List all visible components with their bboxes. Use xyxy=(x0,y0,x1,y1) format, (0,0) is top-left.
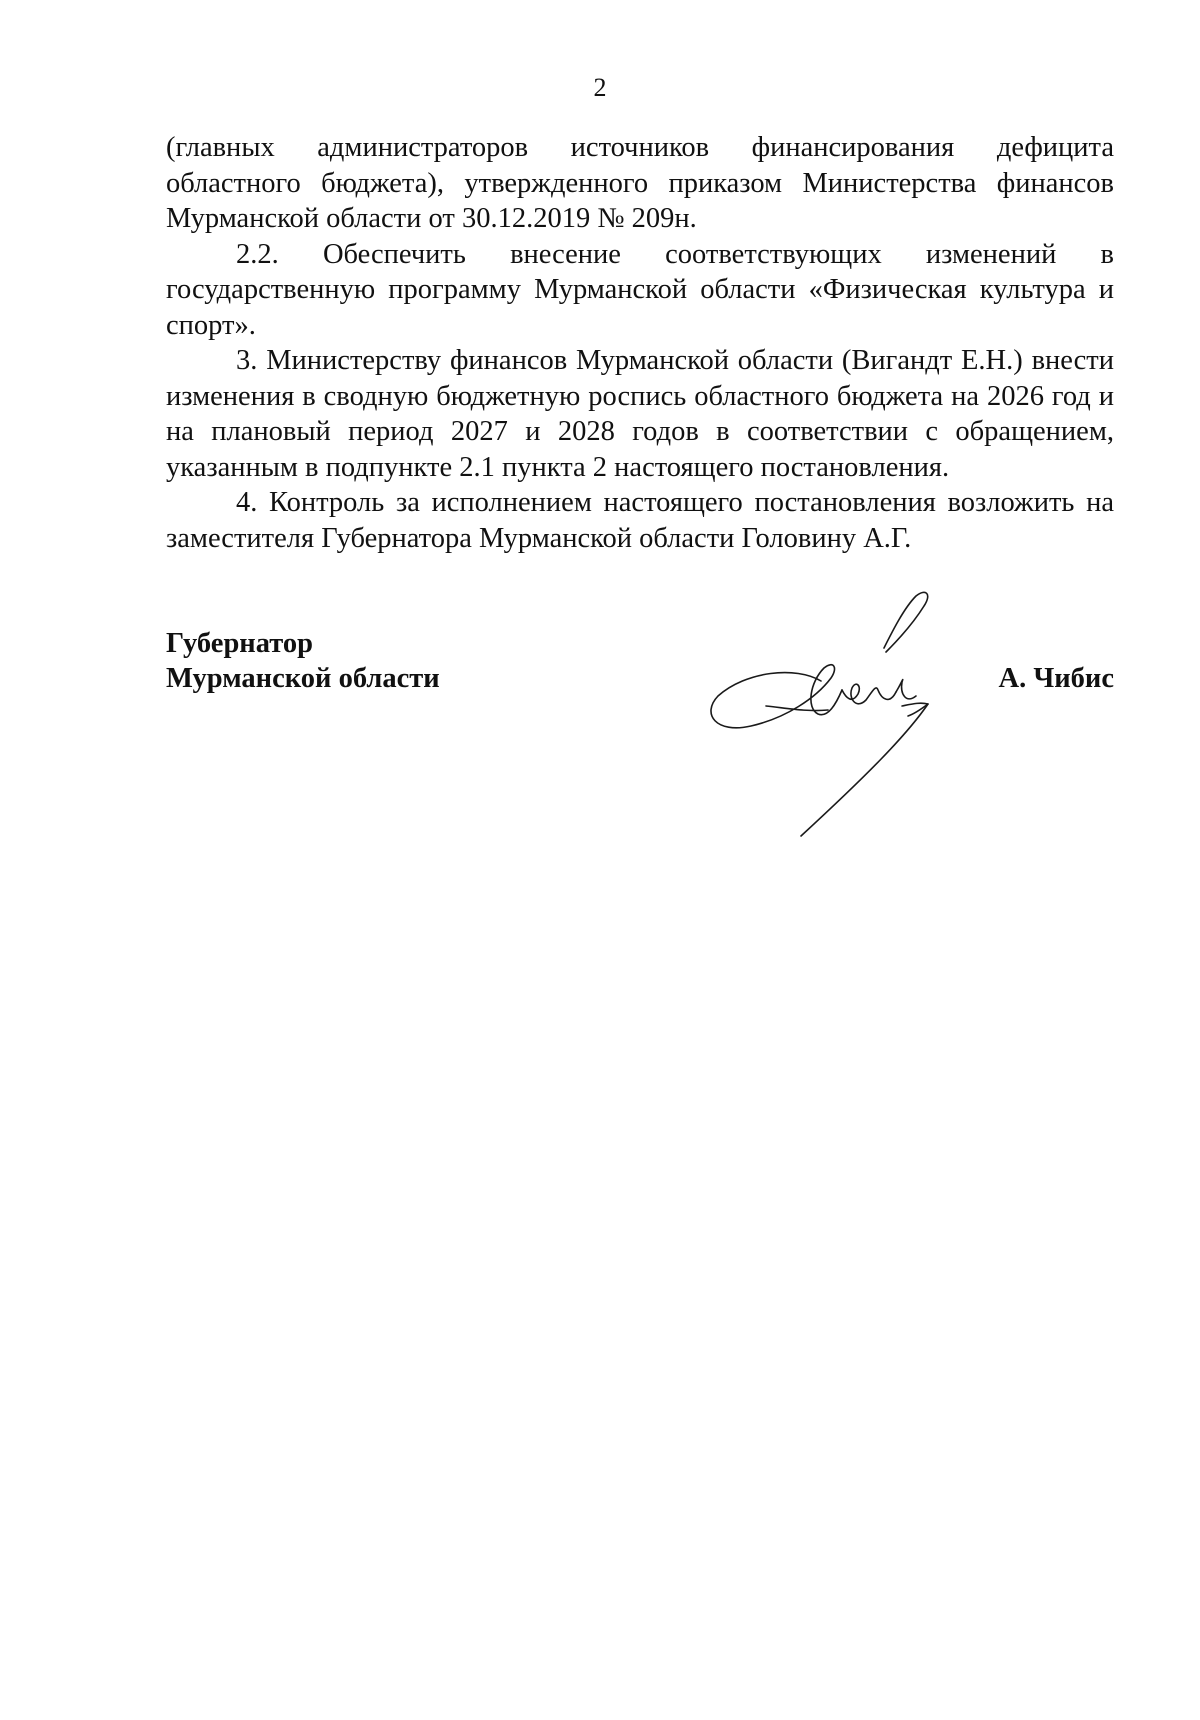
signatory-position xyxy=(166,626,440,696)
page-number: 2 xyxy=(593,73,607,102)
signatory-name: А. Чибис xyxy=(998,663,1114,694)
handwritten-signature xyxy=(706,586,956,846)
paragraph-continuation: (главных администраторов источников финансирования дефицита областного бюджета), утвержденного приказом Министерства финансов Мурманской области от 30.12.2019 № 209н. xyxy=(166,132,1114,234)
signature-block xyxy=(166,626,1114,866)
paragraph-item-3: 3. Министерству финансов Мурманской области (Вигандт Е.Н.) внести изменения в сводную бюджетную роспись областного бюджета на 2026 год и на плановый период 2027 и 2028 годов в соответствии с обращением, указанным в подпункте 2.1 пункта 2 настоящего постановления. xyxy=(166,345,1114,483)
document-body xyxy=(166,130,1114,556)
paragraph-item-4: 4. Контроль за исполнением настоящего постановления возложить на заместителя Губернатора Мурманской области Головину А.Г. xyxy=(166,487,1114,554)
signatory-position-line2: Мурманской области xyxy=(166,663,440,694)
signatory-position-line1: Губернатор xyxy=(166,628,313,659)
paragraph-item-2-2: 2.2. Обеспечить внесение соответствующих изменений в государственную программу Мурманской области «Физическая культура и спорт». xyxy=(166,238,1114,341)
